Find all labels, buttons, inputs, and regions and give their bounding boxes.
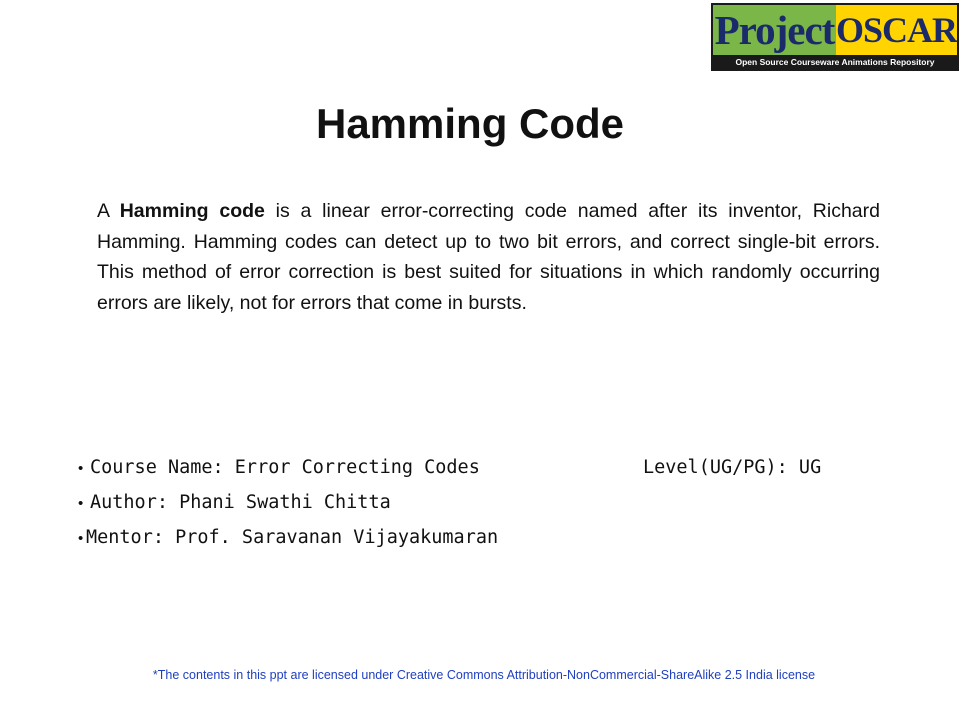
logo-word-project: Project bbox=[714, 7, 835, 53]
course-name: Course Name: Error Correcting Codes bbox=[90, 457, 480, 478]
intro-term: Hamming code bbox=[119, 200, 265, 222]
logo-wordmark bbox=[713, 5, 957, 55]
course-name-item bbox=[78, 452, 878, 487]
intro-prefix: A bbox=[97, 200, 120, 222]
intro-paragraph bbox=[97, 196, 880, 318]
course-details-list bbox=[78, 452, 878, 557]
author-item bbox=[78, 487, 878, 522]
intro-body: is a linear error-correcting code named after its inventor, Richard Hamming. Hamming codes can detect up to two bit errors, and correct single-bit errors. This method of error correction is best suited for situations in which randomly occurring errors are likely, not for errors that come in bursts. bbox=[97, 200, 880, 314]
bullet-icon: • bbox=[78, 495, 84, 512]
logo-word-oscar: OSCAR bbox=[836, 5, 957, 55]
bullet-icon: • bbox=[78, 530, 84, 547]
mentor-name: Mentor: Prof. Saravanan Vijayakumaran bbox=[86, 527, 499, 548]
author-name: Author: Phani Swathi Chitta bbox=[90, 492, 391, 513]
project-oscar-logo bbox=[711, 3, 959, 71]
mentor-item bbox=[78, 522, 878, 557]
bullet-icon: • bbox=[78, 460, 84, 477]
course-level: Level(UG/PG): UG bbox=[643, 457, 822, 478]
slide-title: Hamming Code bbox=[315, 100, 625, 147]
logo-tagline: Open Source Courseware Animations Repository bbox=[735, 57, 935, 67]
license-notice: *The contents in this ppt are licensed under Creative Commons Attribution-NonCommercial-ShareAlike 2.5 India license bbox=[152, 668, 816, 682]
